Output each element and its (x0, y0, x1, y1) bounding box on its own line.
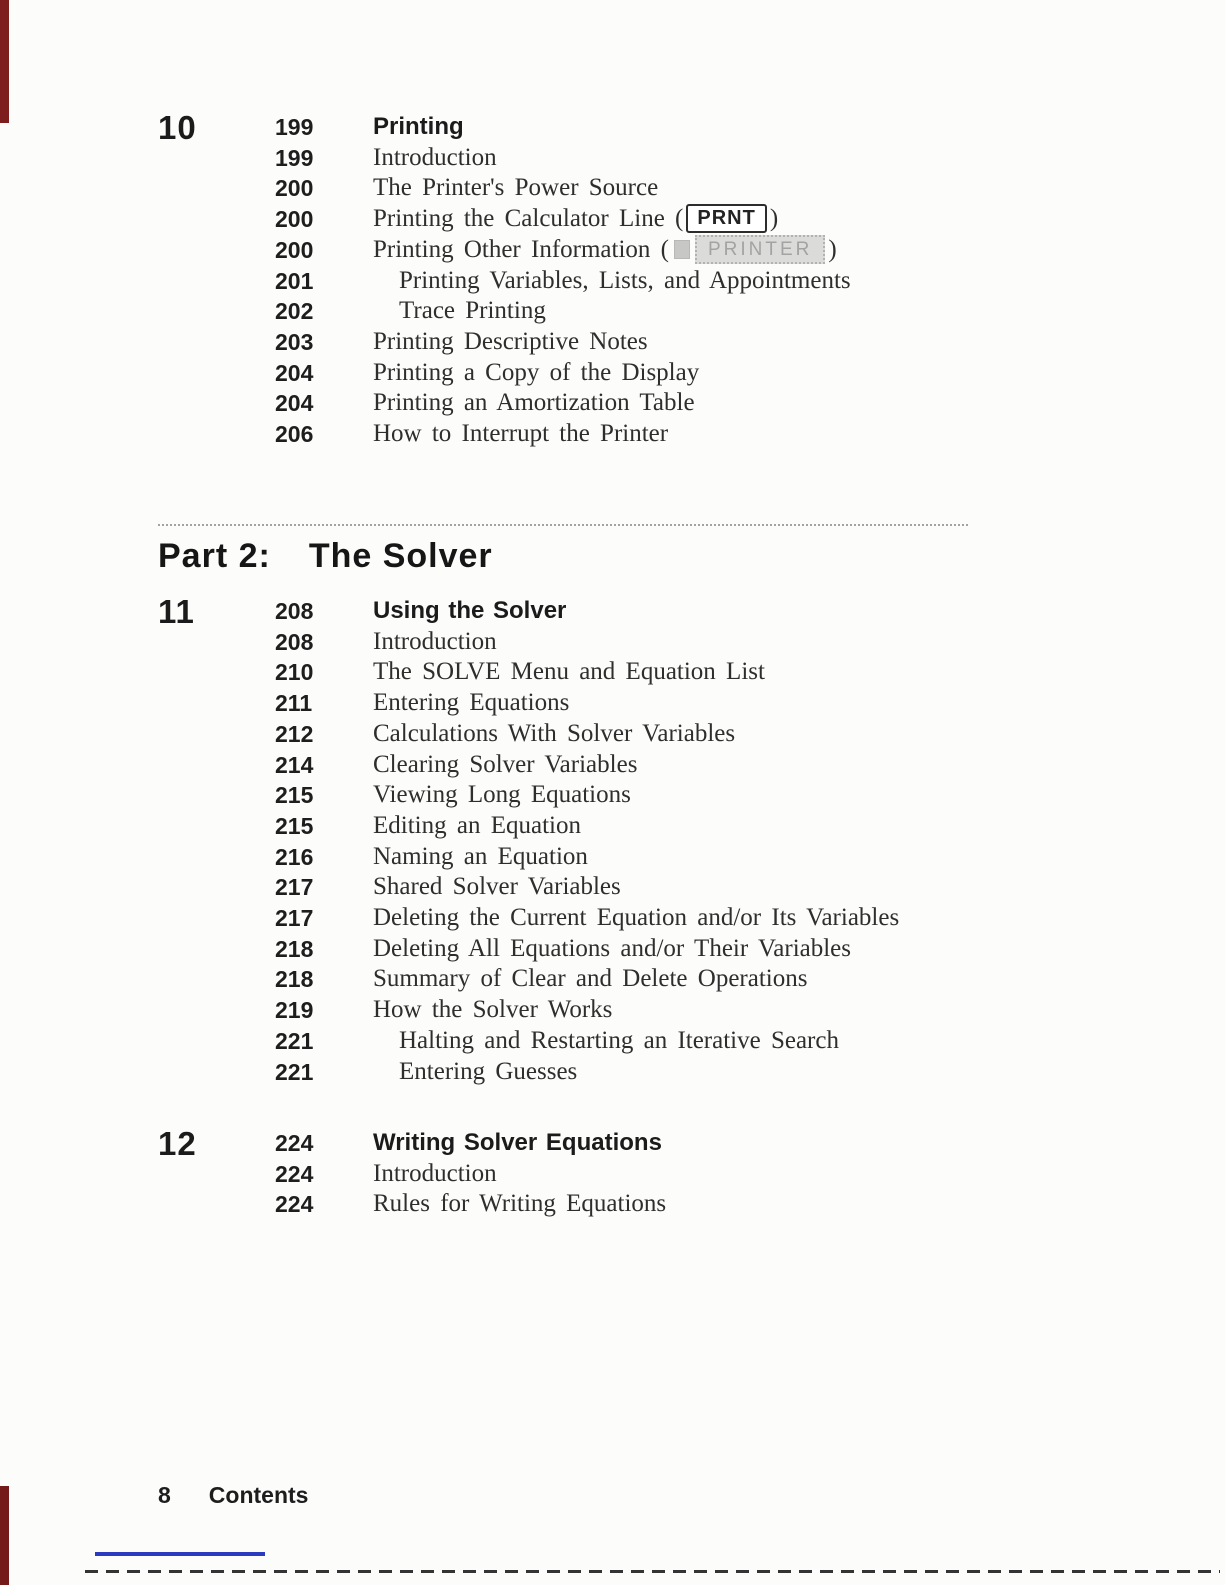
part-label: Part 2: (158, 537, 271, 575)
ink-mark-blue-line (95, 1552, 265, 1556)
entry-title: Printing a Copy of the Display (373, 358, 700, 386)
entry-title: Naming an Equation (373, 842, 588, 870)
toc-entry (275, 780, 899, 811)
toc-entry (275, 1057, 899, 1088)
toc-entry (275, 811, 899, 842)
toc-entry (275, 1128, 666, 1159)
entry-page-number: 216 (275, 843, 314, 870)
entry-page-number: 204 (275, 390, 314, 417)
entry-page-number: 206 (275, 421, 314, 448)
toc-entry (275, 903, 899, 934)
entry-page-number: 214 (275, 751, 314, 778)
chapter-number: 10 (158, 109, 197, 146)
toc-entry (275, 173, 851, 204)
entry-title: Editing an Equation (373, 811, 581, 839)
entry-page-number: 210 (275, 659, 314, 686)
entry-title: Rules for Writing Equations (373, 1190, 667, 1218)
chapter-12-block (158, 1125, 667, 1220)
entry-title: Summary of Clear and Delete Operations (373, 965, 808, 993)
toc-entry (275, 266, 851, 297)
scan-artifact-red-bar-top (0, 0, 9, 123)
footer-page-number: 8 (158, 1482, 171, 1508)
entry-list (275, 596, 899, 1087)
entry-title: Calculations With Solver Variables (373, 719, 736, 747)
entry-title: Introduction (373, 1159, 497, 1187)
prnt-key: PRNT (686, 204, 766, 233)
entry-list (275, 112, 851, 450)
toc-entry (275, 1189, 666, 1220)
toc-entry (275, 358, 851, 389)
toc-entry (275, 995, 899, 1026)
entry-title: Halting and Restarting an Iterative Search (399, 1026, 839, 1054)
entry-title: Trace Printing (399, 297, 546, 325)
toc-entry (275, 750, 899, 781)
entry-title: The Printer's Power Source (373, 174, 659, 202)
entry-title: Shared Solver Variables (373, 873, 621, 901)
toc-entry (275, 143, 851, 174)
entry-page-number: 201 (275, 267, 314, 294)
entry-page-number: 203 (275, 328, 314, 355)
entry-page-number: 221 (275, 1027, 314, 1054)
entry-title: Printing (373, 113, 464, 140)
entry-title: Deleting All Equations and/or Their Variables (373, 934, 852, 962)
entry-title: Entering Equations (373, 689, 570, 717)
entry-page-number: 218 (275, 935, 314, 962)
entry-page-number: 212 (275, 720, 314, 747)
toc-entry (275, 235, 851, 266)
toc-entry (275, 1026, 899, 1057)
entry-title: Entering Guesses (399, 1057, 578, 1085)
entry-title: Writing Solver Equations (373, 1129, 662, 1156)
toc-entry (275, 112, 851, 143)
entry-title: Printing an Amortization Table (373, 389, 695, 417)
entry-title: Printing Variables, Lists, and Appointments (399, 266, 851, 294)
entry-title: Introduction (373, 627, 497, 655)
entry-page-number: 215 (275, 782, 314, 809)
entry-title: Viewing Long Equations (373, 781, 631, 809)
toc-entry (275, 327, 851, 358)
entry-page-number: 218 (275, 966, 314, 993)
chapter-10-block (158, 109, 851, 450)
entry-page-number: 204 (275, 359, 314, 386)
entry-page-number: 215 (275, 812, 314, 839)
entry-page-number: 224 (275, 1191, 314, 1218)
scan-artifact-red-bar-bottom (0, 1486, 9, 1585)
entry-title: Printing Descriptive Notes (373, 327, 648, 355)
entry-page-number: 200 (275, 236, 314, 263)
entry-title: How to Interrupt the Printer (373, 420, 669, 448)
entry-page-number: 217 (275, 905, 314, 932)
toc-entry (275, 204, 851, 235)
entry-title: Using the Solver (373, 597, 567, 624)
entry-title: Printing Other Information ( PRINTER ) (373, 235, 837, 263)
entry-page-number: 199 (275, 114, 314, 140)
toc-entry (275, 1159, 666, 1190)
toc-entry (275, 388, 851, 419)
page-footer (158, 1482, 308, 1509)
toc-entry (275, 842, 899, 873)
entry-page-number: 219 (275, 997, 314, 1024)
entry-page-number: 202 (275, 298, 314, 325)
printer-key: PRINTER (695, 235, 825, 264)
toc-entry (275, 419, 851, 450)
entry-page-number: 199 (275, 144, 314, 171)
chapter-11-block (158, 593, 900, 1087)
entry-title: Deleting the Current Equation and/or Its Variables (373, 904, 900, 932)
entry-page-number: 211 (275, 690, 313, 717)
shaded-square-icon (674, 240, 690, 259)
bottom-dashed-line (85, 1570, 1220, 1573)
toc-entry (275, 964, 899, 995)
entry-title: The SOLVE Menu and Equation List (373, 658, 765, 686)
chapter-number: 11 (158, 593, 195, 630)
entry-page-number: 217 (275, 874, 314, 901)
toc-entry (275, 934, 899, 965)
toc-entry (275, 872, 899, 903)
entry-title: Printing the Calculator Line ( PRNT ) (373, 205, 779, 233)
toc-entry (275, 657, 899, 688)
part-divider-line (158, 524, 968, 526)
entry-page-number: 224 (275, 1160, 314, 1187)
entry-title: How the Solver Works (373, 996, 613, 1024)
entry-page-number: 208 (275, 628, 314, 655)
entry-page-number: 208 (275, 598, 314, 624)
entry-page-number: 221 (275, 1058, 314, 1085)
toc-entry (275, 596, 899, 627)
chapter-number: 12 (158, 1125, 197, 1162)
entry-page-number: 200 (275, 175, 314, 202)
entry-list (275, 1128, 666, 1220)
toc-entry (275, 296, 851, 327)
entry-title: Clearing Solver Variables (373, 750, 638, 778)
entry-page-number: 200 (275, 206, 314, 233)
toc-entry (275, 627, 899, 658)
toc-entry (275, 688, 899, 719)
footer-contents-label: Contents (208, 1482, 309, 1508)
entry-title: Introduction (373, 143, 497, 171)
toc-entry (275, 719, 899, 750)
part-title: The Solver (308, 537, 493, 575)
entry-page-number: 224 (275, 1130, 314, 1156)
part-heading (158, 537, 493, 576)
